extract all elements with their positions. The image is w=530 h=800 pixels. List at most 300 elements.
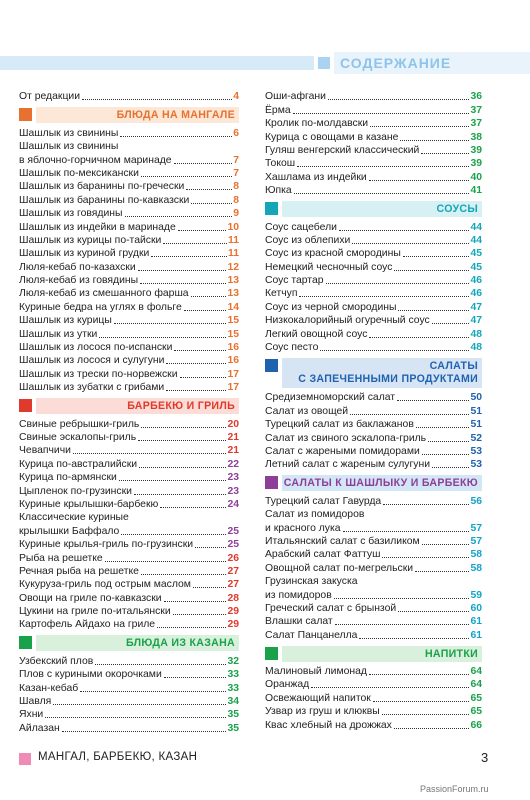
entry-title: Шашлык из куриной грудки bbox=[19, 248, 150, 260]
entry-title: Рыба на решетке bbox=[19, 552, 103, 564]
section-title-band bbox=[282, 201, 482, 217]
dot-leader bbox=[352, 243, 469, 244]
toc-entry[interactable] bbox=[265, 184, 482, 197]
section-heading bbox=[19, 398, 239, 414]
toc-entry[interactable] bbox=[265, 404, 482, 417]
section-title-band bbox=[282, 358, 482, 388]
contents-header bbox=[0, 52, 530, 74]
dot-leader bbox=[174, 350, 226, 351]
entry-title: Соус из черной смородины bbox=[265, 301, 397, 313]
section-heading bbox=[19, 107, 239, 123]
entry-title: Свиные ребрышки-гриль bbox=[19, 418, 140, 430]
footer bbox=[0, 750, 530, 770]
toc-entry[interactable] bbox=[19, 354, 239, 367]
toc-entry[interactable] bbox=[19, 220, 239, 233]
entry-page: 33 bbox=[227, 682, 239, 694]
entry-page: 16 bbox=[227, 355, 239, 367]
header-square-icon bbox=[318, 57, 330, 69]
entry-title: Летний салат с жареным сулугуни bbox=[265, 459, 431, 471]
entry-title: в яблочно-горчичном маринаде bbox=[19, 154, 172, 166]
toc-entry[interactable] bbox=[265, 327, 482, 340]
entry-title: Соус из облепихи bbox=[265, 234, 351, 246]
dot-leader bbox=[422, 454, 470, 455]
section-title: БЛЮДА НА МАНГАЛЕ bbox=[116, 109, 235, 122]
entry-page: 36 bbox=[470, 91, 482, 103]
toc-entry[interactable] bbox=[19, 471, 239, 484]
toc-entry[interactable] bbox=[19, 538, 239, 551]
dot-leader bbox=[120, 136, 232, 137]
entry-page: 51 bbox=[470, 419, 482, 431]
dot-leader bbox=[134, 494, 227, 495]
toc-entry[interactable] bbox=[265, 391, 482, 404]
toc-entry[interactable] bbox=[265, 628, 482, 641]
entry-page: 20 bbox=[227, 418, 239, 430]
entry-page: 15 bbox=[227, 328, 239, 340]
entry-page: 29 bbox=[227, 619, 239, 631]
entry-title: Плов с куриными окорочками bbox=[19, 669, 162, 681]
entry-title: Казан-кебаб bbox=[19, 682, 79, 694]
dot-leader bbox=[320, 350, 469, 351]
dot-leader bbox=[193, 587, 226, 588]
entry-title: Соус тартар bbox=[265, 275, 324, 287]
dot-leader bbox=[139, 467, 226, 468]
entry-title: Шашлык из свинины bbox=[19, 127, 119, 139]
entry-page: 45 bbox=[470, 261, 482, 273]
section-square-icon bbox=[19, 399, 32, 412]
dot-leader bbox=[157, 627, 226, 628]
dot-leader bbox=[415, 571, 469, 572]
entry-page: 35 bbox=[227, 709, 239, 721]
toc-entry[interactable] bbox=[265, 575, 482, 588]
dot-leader bbox=[326, 283, 470, 284]
toc-entry[interactable] bbox=[19, 578, 239, 591]
entry-page: 22 bbox=[227, 458, 239, 470]
dot-leader bbox=[163, 243, 227, 244]
section-heading bbox=[265, 201, 482, 217]
entry-page: 56 bbox=[470, 495, 482, 507]
entry-title: Низкокалорийный огуречный соус bbox=[265, 315, 430, 327]
entry-page: 58 bbox=[470, 549, 482, 561]
entry-page: 25 bbox=[227, 525, 239, 537]
dot-leader bbox=[95, 664, 226, 665]
section-title-band bbox=[36, 107, 239, 123]
toc-entry[interactable] bbox=[19, 511, 239, 524]
toc-entry[interactable] bbox=[19, 193, 239, 206]
entry-title: Шашлык из баранины по-кавказски bbox=[19, 194, 190, 206]
toc-entry[interactable] bbox=[265, 300, 482, 313]
entry-page: 6 bbox=[233, 127, 239, 139]
toc-entry[interactable] bbox=[19, 207, 239, 220]
entry-page: 7 bbox=[233, 167, 239, 179]
entry-title: Речная рыба на решетке bbox=[19, 565, 139, 577]
dot-leader bbox=[398, 611, 469, 612]
dot-leader bbox=[293, 113, 470, 114]
page-title: СОДЕРЖАНИЕ bbox=[334, 52, 530, 74]
entry-page: 23 bbox=[227, 472, 239, 484]
toc-entry[interactable] bbox=[19, 708, 239, 721]
entry-title: крылышки Баффало bbox=[19, 525, 120, 537]
dot-leader bbox=[141, 574, 227, 575]
entry-page: 57 bbox=[470, 522, 482, 534]
toc-entry[interactable] bbox=[265, 130, 482, 143]
entry-title: Легкий овощной соус bbox=[265, 328, 368, 340]
toc-entry[interactable] bbox=[265, 157, 482, 170]
footer-title: МАНГАЛ, БАРБЕКЮ, КАЗАН bbox=[38, 751, 198, 763]
dot-leader bbox=[191, 296, 227, 297]
dot-leader bbox=[125, 216, 233, 217]
toc-entry[interactable] bbox=[265, 718, 482, 731]
entry-title: Гуляш венгерский классический bbox=[265, 144, 420, 156]
entry-page: 26 bbox=[227, 552, 239, 564]
entry-page: 12 bbox=[227, 261, 239, 273]
toc-entry[interactable] bbox=[19, 484, 239, 497]
toc-entry[interactable] bbox=[265, 588, 482, 601]
toc-entry[interactable] bbox=[265, 458, 482, 471]
toc-entry[interactable] bbox=[265, 144, 482, 157]
entry-title: Шашлык из баранины по-гречески bbox=[19, 181, 185, 193]
toc-entry[interactable] bbox=[265, 234, 482, 247]
entry-title: Люля-кебаб из смешанного фарша bbox=[19, 288, 189, 300]
entry-title: Салат из помидоров bbox=[265, 509, 365, 521]
toc-entry[interactable] bbox=[19, 300, 239, 313]
entry-page: 17 bbox=[227, 382, 239, 394]
toc-entry[interactable] bbox=[265, 665, 482, 678]
entry-page: 13 bbox=[227, 275, 239, 287]
dot-leader bbox=[343, 531, 470, 532]
toc-entry[interactable] bbox=[19, 605, 239, 618]
entry-page: 65 bbox=[470, 692, 482, 704]
toc-entry[interactable] bbox=[19, 457, 239, 470]
entry-title: Шашлык из трески по-норвежски bbox=[19, 368, 178, 380]
entry-title: Курица по-армянски bbox=[19, 472, 117, 484]
entry-page: 14 bbox=[227, 301, 239, 313]
entry-page: 8 bbox=[233, 181, 239, 193]
entry-page: 25 bbox=[227, 539, 239, 551]
dot-leader bbox=[422, 544, 470, 545]
entry-page: 15 bbox=[227, 315, 239, 327]
toc-entry[interactable] bbox=[265, 494, 482, 507]
entry-title: и красного лука bbox=[265, 522, 341, 534]
dot-leader bbox=[339, 230, 470, 231]
entry-title: Греческий салат с брынзой bbox=[265, 602, 397, 614]
entry-title: Куриные крылья-гриль по-грузински bbox=[19, 539, 194, 551]
toc-entry[interactable] bbox=[19, 551, 239, 564]
entry-title: Оши-афгани bbox=[265, 91, 326, 103]
dot-leader bbox=[141, 176, 232, 177]
entry-title: Кукуруза-гриль под острым маслом bbox=[19, 579, 191, 591]
dot-leader bbox=[138, 440, 226, 441]
toc-entry[interactable] bbox=[265, 90, 482, 103]
entry-page: 10 bbox=[227, 221, 239, 233]
section-title: САЛАТЫ К ШАШЛЫКУ И БАРБЕКЮ bbox=[283, 477, 478, 490]
section-heading bbox=[265, 475, 482, 491]
entry-title: Шашлык из курицы по-тайски bbox=[19, 234, 162, 246]
toc-entry[interactable] bbox=[19, 668, 239, 681]
entry-title: Шашлык из лосося по-испански bbox=[19, 342, 173, 354]
footer-square-icon bbox=[19, 753, 31, 765]
dot-leader bbox=[151, 256, 227, 257]
section-square-icon bbox=[19, 636, 32, 649]
entry-title: От редакции bbox=[19, 91, 81, 103]
entry-title: Шавля bbox=[19, 696, 52, 708]
entry-page: 7 bbox=[233, 154, 239, 166]
dot-leader bbox=[403, 256, 470, 257]
toc-entry[interactable] bbox=[265, 548, 482, 561]
toc-entry[interactable] bbox=[265, 260, 482, 273]
toc-entry[interactable] bbox=[19, 274, 239, 287]
entry-page: 38 bbox=[470, 131, 482, 143]
section-title: НАПИТКИ bbox=[424, 647, 478, 660]
toc-entry[interactable] bbox=[19, 327, 239, 340]
section-title-band bbox=[36, 635, 239, 651]
entry-page: 16 bbox=[227, 342, 239, 354]
toc-entry[interactable] bbox=[19, 695, 239, 708]
entry-page: 47 bbox=[470, 301, 482, 313]
entry-page: 8 bbox=[233, 194, 239, 206]
section-square-icon bbox=[19, 108, 32, 121]
entry-title: Классические куриные bbox=[19, 512, 129, 524]
entry-title: Освежающий напиток bbox=[265, 692, 371, 704]
entry-page: 27 bbox=[227, 565, 239, 577]
toc-entry[interactable] bbox=[19, 431, 239, 444]
entry-page: 47 bbox=[470, 315, 482, 327]
dot-leader bbox=[369, 337, 469, 338]
entry-title: Кетчуп bbox=[265, 288, 298, 300]
entry-page: 4 bbox=[233, 91, 239, 103]
dot-leader bbox=[160, 507, 226, 508]
toc-entry[interactable] bbox=[265, 170, 482, 183]
dot-leader bbox=[421, 153, 469, 154]
toc-entry[interactable] bbox=[265, 602, 482, 615]
dot-leader bbox=[294, 193, 470, 194]
entry-title: Чевапчичи bbox=[19, 445, 71, 457]
entry-title: Турецкий салат Гавурда bbox=[265, 495, 382, 507]
toc-entry[interactable] bbox=[265, 418, 482, 431]
toc-entry[interactable] bbox=[265, 103, 482, 116]
entry-page: 11 bbox=[228, 234, 239, 246]
dot-leader bbox=[373, 701, 470, 702]
dot-leader bbox=[394, 728, 470, 729]
dot-leader bbox=[397, 400, 469, 401]
toc-entry[interactable] bbox=[265, 287, 482, 300]
entry-page: 50 bbox=[470, 392, 482, 404]
entry-title: Узбекский плов bbox=[19, 655, 94, 667]
dot-leader bbox=[99, 337, 226, 338]
dot-leader bbox=[164, 601, 227, 602]
toc-entry[interactable] bbox=[19, 167, 239, 180]
entry-page: 39 bbox=[470, 158, 482, 170]
entry-title: Люля-кебаб из говядины bbox=[19, 275, 139, 287]
toc-entry[interactable] bbox=[19, 524, 239, 537]
dot-leader bbox=[73, 453, 226, 454]
dot-leader bbox=[297, 166, 469, 167]
toc-entry[interactable] bbox=[265, 314, 482, 327]
dot-leader bbox=[400, 140, 469, 141]
watermark: PassionForum.ru bbox=[420, 784, 489, 794]
toc-entry[interactable] bbox=[265, 535, 482, 548]
entry-title: Цукини на гриле по-итальянски bbox=[19, 606, 171, 618]
entry-page: 46 bbox=[470, 275, 482, 287]
dot-leader bbox=[191, 203, 232, 204]
entry-page: 37 bbox=[470, 104, 482, 116]
dot-leader bbox=[80, 691, 226, 692]
dot-leader bbox=[166, 390, 226, 391]
entry-title: Цыпленок по-грузински bbox=[19, 485, 132, 497]
entry-page: 51 bbox=[470, 405, 482, 417]
entry-title: Шашлык по-мексикански bbox=[19, 167, 139, 179]
toc-entry[interactable] bbox=[265, 431, 482, 444]
toc-entry[interactable] bbox=[19, 341, 239, 354]
dot-leader bbox=[180, 377, 227, 378]
toc-entry[interactable] bbox=[19, 234, 239, 247]
section-subtitle: С ЗАПЕЧЕННЫМИ ПРОДУКТАМИ bbox=[298, 373, 478, 386]
entry-page: 37 bbox=[470, 118, 482, 130]
toc-entry[interactable] bbox=[265, 521, 482, 534]
header-bar bbox=[0, 56, 314, 70]
entry-title: Картофель Айдахо на гриле bbox=[19, 619, 156, 631]
toc-entry[interactable] bbox=[19, 417, 239, 430]
toc-entry[interactable] bbox=[265, 705, 482, 718]
toc-entry[interactable] bbox=[19, 591, 239, 604]
section-square-icon bbox=[265, 202, 278, 215]
entry-page: 11 bbox=[228, 248, 239, 260]
dot-leader bbox=[173, 614, 227, 615]
toc-entry[interactable] bbox=[19, 681, 239, 694]
entry-title: Шашлык из утки bbox=[19, 328, 98, 340]
toc-entry[interactable] bbox=[19, 618, 239, 631]
dot-leader bbox=[138, 270, 227, 271]
section-heading bbox=[19, 635, 239, 651]
entry-title: Салат с жареными помидорами bbox=[265, 445, 420, 457]
entry-title: Юпка bbox=[265, 185, 292, 197]
dot-leader bbox=[82, 99, 232, 100]
entry-page: 41 bbox=[470, 185, 482, 197]
toc-entry[interactable] bbox=[19, 498, 239, 511]
entry-page: 48 bbox=[470, 328, 482, 340]
dot-leader bbox=[45, 717, 226, 718]
toc-entry[interactable] bbox=[19, 90, 239, 103]
section-title-band bbox=[282, 475, 482, 491]
toc-entry[interactable] bbox=[265, 678, 482, 691]
toc-entry[interactable] bbox=[19, 180, 239, 193]
entry-title: Квас хлебный на дрожжах bbox=[265, 719, 392, 731]
toc-entry[interactable] bbox=[265, 615, 482, 628]
toc-entry[interactable] bbox=[19, 654, 239, 667]
entry-page: 57 bbox=[470, 535, 482, 547]
entry-title: Куриные крылышки-барбекю bbox=[19, 498, 159, 510]
dot-leader bbox=[119, 480, 227, 481]
toc-entry[interactable] bbox=[265, 341, 482, 354]
dot-leader bbox=[432, 467, 469, 468]
dot-leader bbox=[369, 180, 470, 181]
entry-page: 65 bbox=[470, 706, 482, 718]
toc-entry[interactable] bbox=[19, 247, 239, 260]
toc-entry[interactable] bbox=[19, 260, 239, 273]
entry-page: 27 bbox=[227, 579, 239, 591]
toc-entry[interactable] bbox=[265, 508, 482, 521]
toc-entry[interactable] bbox=[19, 565, 239, 578]
entry-title: Айлазан bbox=[19, 722, 60, 734]
dot-leader bbox=[416, 427, 470, 428]
dot-leader bbox=[394, 270, 469, 271]
toc-entry[interactable] bbox=[19, 367, 239, 380]
entry-page: 21 bbox=[227, 445, 239, 457]
toc-entry[interactable] bbox=[19, 153, 239, 166]
toc-entry[interactable] bbox=[19, 287, 239, 300]
entry-title: Хашлама из индейки bbox=[265, 171, 367, 183]
toc-entry[interactable] bbox=[19, 140, 239, 153]
toc-entry[interactable] bbox=[265, 247, 482, 260]
dot-leader bbox=[359, 638, 469, 639]
dot-leader bbox=[184, 310, 227, 311]
entry-title: Кролик по-молдавски bbox=[265, 118, 369, 130]
toc-entry[interactable] bbox=[265, 561, 482, 574]
section-square-icon bbox=[265, 476, 278, 489]
entry-title: Соус песто bbox=[265, 342, 319, 354]
entry-page: 9 bbox=[233, 208, 239, 220]
dot-leader bbox=[328, 99, 470, 100]
entry-page: 52 bbox=[470, 432, 482, 444]
toc-entry[interactable] bbox=[265, 445, 482, 458]
toc-entry[interactable] bbox=[19, 381, 239, 394]
toc-entry[interactable] bbox=[265, 691, 482, 704]
dot-leader bbox=[428, 441, 469, 442]
left-column bbox=[19, 90, 239, 735]
entry-page: 39 bbox=[470, 144, 482, 156]
entry-title: Салат из овощей bbox=[265, 405, 349, 417]
entry-title: Куриные бедра на углях в фольге bbox=[19, 301, 182, 313]
section-heading bbox=[265, 646, 482, 662]
entry-page: 53 bbox=[470, 445, 482, 457]
entry-title: Оранжад bbox=[265, 679, 310, 691]
toc-entry[interactable] bbox=[19, 721, 239, 734]
entry-title: Шашлык из говядины bbox=[19, 208, 123, 220]
dot-leader bbox=[334, 598, 470, 599]
toc-entry[interactable] bbox=[265, 274, 482, 287]
dot-leader bbox=[370, 126, 469, 127]
section-title: БЛЮДА ИЗ КАЗАНА bbox=[126, 637, 235, 650]
entry-page: 58 bbox=[470, 562, 482, 574]
entry-title: Шашлык из свинины bbox=[19, 141, 119, 153]
dot-leader bbox=[432, 323, 470, 324]
entry-page: 60 bbox=[470, 602, 482, 614]
entry-page: 29 bbox=[227, 606, 239, 618]
toc-entry[interactable] bbox=[19, 314, 239, 327]
entry-title: Соус из красной смородины bbox=[265, 248, 401, 260]
entry-page: 61 bbox=[470, 629, 482, 641]
entry-page: 23 bbox=[227, 485, 239, 497]
section-title-band bbox=[282, 646, 482, 662]
dot-leader bbox=[335, 624, 470, 625]
entry-title: Салат Панцанелла bbox=[265, 629, 358, 641]
entry-title: Курица с овощами в казане bbox=[265, 131, 399, 143]
dot-leader bbox=[164, 677, 227, 678]
toc-entry[interactable] bbox=[19, 126, 239, 139]
section-title: СОУСЫ bbox=[436, 203, 478, 216]
entry-title: Турецкий салат из баклажанов bbox=[265, 419, 414, 431]
entry-title: Соус сацебели bbox=[265, 221, 337, 233]
dot-leader bbox=[121, 534, 226, 535]
entry-title: Яхни bbox=[19, 709, 44, 721]
toc-entry[interactable] bbox=[265, 220, 482, 233]
dot-leader bbox=[369, 674, 469, 675]
entry-page: 61 bbox=[470, 616, 482, 628]
toc-entry[interactable] bbox=[265, 117, 482, 130]
entry-title: Люля-кебаб по-казахски bbox=[19, 261, 136, 273]
entry-title: Свиные эскалопы-гриль bbox=[19, 431, 137, 443]
toc-entry[interactable] bbox=[19, 444, 239, 457]
entry-page: 13 bbox=[227, 288, 239, 300]
